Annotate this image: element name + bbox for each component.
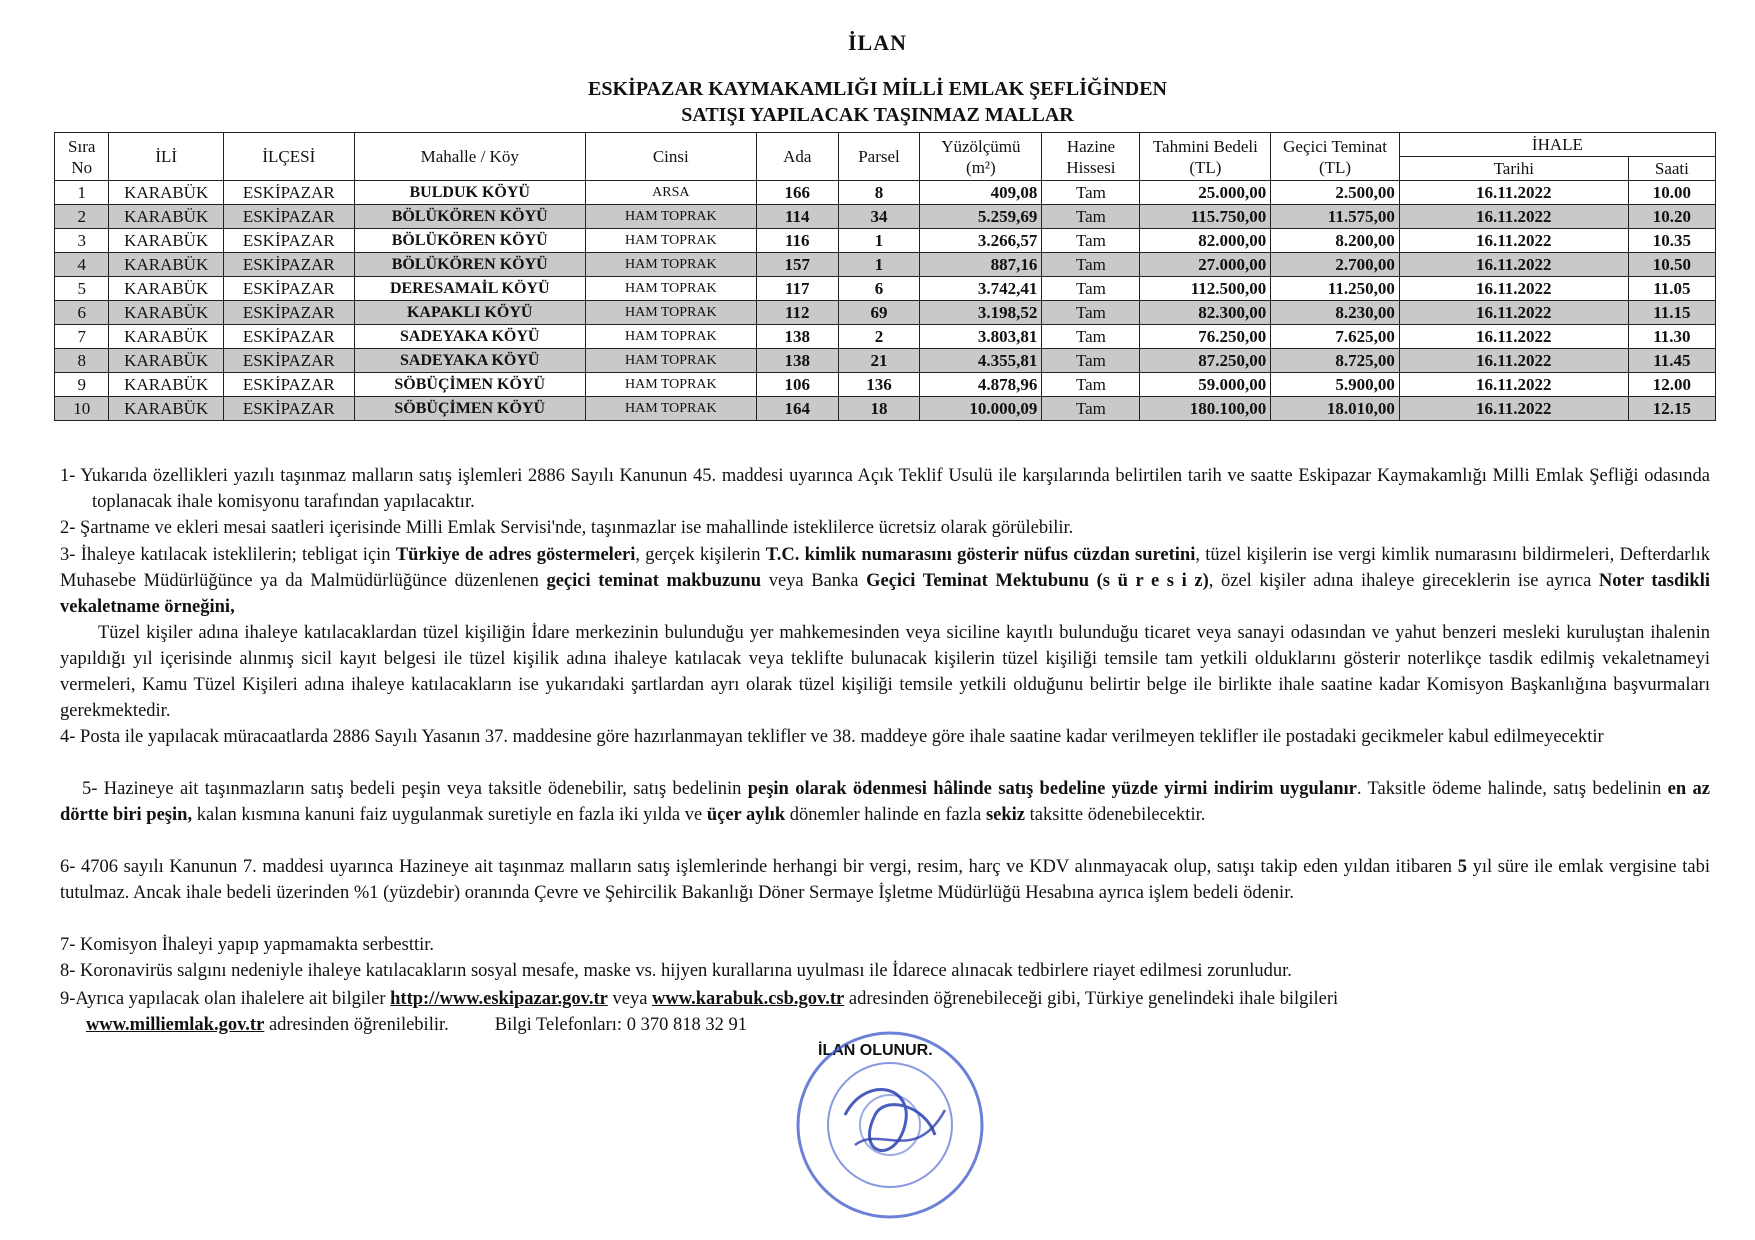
cell-yuzolcumu: 409,08 [920,181,1042,205]
official-seal-stamp [785,1015,995,1225]
cell-saati: 12.00 [1628,373,1715,397]
cell-tarihi: 16.11.2022 [1399,349,1628,373]
cell-tarihi: 16.11.2022 [1399,253,1628,277]
cell-gecici: 8.725,00 [1271,349,1400,373]
col-parsel: Parsel [838,133,920,181]
cell-tarihi: 16.11.2022 [1399,229,1628,253]
cell-cinsi: HAM TOPRAK [585,301,756,325]
table-row [55,181,1716,205]
cell-parsel: 1 [838,229,920,253]
clause-9-text: 9-Ayrıca yapılacak olan ihalelere ait bilgiler [60,989,391,1009]
clause-2: 2- Şartname ve ekleri mesai saatleri içerisinde Milli Emlak Servisi'nde, taşınmazlar ise mahallinde isteklilerce ücretsiz olarak görülebilir. [60,518,1074,538]
cell-mahalle: BÖLÜKÖREN KÖYÜ [354,253,585,277]
clause-5-text: dönemler halinde en fazla [785,805,986,825]
col-ilcesi: İLÇESİ [223,133,354,181]
clause-3-text: veya Banka [761,571,867,591]
cell-tarihi: 16.11.2022 [1399,301,1628,325]
cell-sira: 3 [55,229,109,253]
clause-3-text: 3- İhaleye katılacak isteklilerin; tebligat için [60,545,396,565]
cell-cinsi: HAM TOPRAK [585,253,756,277]
table-row [55,349,1716,373]
clause-6-text: 6- 4706 sayılı Kanunun 7. maddesi uyarınca Hazineye ait taşınmaz malların satış işlemlerinde herhangi bir vergi, resim, harç ve KDV alınmayacak olup, satışı takip eden yıldan itibaren [60,857,1458,877]
milliemlak-link[interactable]: www.milliemlak.gov.tr [86,1015,265,1035]
col-ada: Ada [756,133,838,181]
cell-ilcesi: ESKİPAZAR [223,373,354,397]
cell-tahmini: 112.500,00 [1140,277,1271,301]
cell-hazine: Tam [1042,205,1140,229]
cell-tarihi: 16.11.2022 [1399,277,1628,301]
cell-tarihi: 16.11.2022 [1399,181,1628,205]
cell-yuzolcumu: 5.259,69 [920,205,1042,229]
col-cinsi: Cinsi [585,133,756,181]
cell-hazine: Tam [1042,229,1140,253]
issuer-heading: ESKİPAZAR KAYMAKAMLIĞI MİLLİ EMLAK ŞEFLİĞİNDEN [588,78,1167,100]
clause-5-bold: peşin olarak ödenmesi hâlinde satış bedeline yüzde yirmi indirim uygulanır [747,779,1357,799]
clause-3-bold: geçici teminat makbuzunu [546,571,762,591]
cell-cinsi: HAM TOPRAK [585,229,756,253]
eskipazar-link[interactable]: http://www.eskipazar.gov.tr [390,989,608,1009]
cell-tarihi: 16.11.2022 [1399,205,1628,229]
cell-tahmini: 82.300,00 [1140,301,1271,325]
cell-yuzolcumu: 3.742,41 [920,277,1042,301]
cell-ili: KARABÜK [109,205,223,229]
cell-tarihi: 16.11.2022 [1399,373,1628,397]
cell-mahalle: BULDUK KÖYÜ [354,181,585,205]
cell-tahmini: 76.250,00 [1140,325,1271,349]
cell-hazine: Tam [1042,373,1140,397]
col-tarihi: Tarihi [1399,157,1628,181]
cell-ili: KARABÜK [109,397,223,421]
cell-saati: 11.30 [1628,325,1715,349]
cell-ili: KARABÜK [109,229,223,253]
cell-gecici: 11.250,00 [1271,277,1400,301]
clause-9 [60,986,1710,1012]
table-row [55,253,1716,277]
cell-tarihi: 16.11.2022 [1399,397,1628,421]
clause-8: 8- Koronavirüs salgını nedeniyle ihaleye katılacakların sosyal mesafe, maske vs. hijyen kurallarına uyulması ile İdarece alınacak tedbirlere riayet edilmesi zorunludur. [60,961,1292,981]
clause-6 [60,854,1710,906]
cell-hazine: Tam [1042,301,1140,325]
cell-ada: 138 [756,349,838,373]
table-row [55,397,1716,421]
cell-ada: 112 [756,301,838,325]
cell-sira: 6 [55,301,109,325]
table-row [55,229,1716,253]
cell-parsel: 34 [838,205,920,229]
cell-ilcesi: ESKİPAZAR [223,205,354,229]
cell-cinsi: HAM TOPRAK [585,373,756,397]
cell-sira: 8 [55,349,109,373]
cell-tahmini: 82.000,00 [1140,229,1271,253]
cell-ili: KARABÜK [109,373,223,397]
cell-tarihi: 16.11.2022 [1399,325,1628,349]
cell-ada: 166 [756,181,838,205]
cell-sira: 9 [55,373,109,397]
clause-5-bold: en az dörtte biri peşin, [60,779,1710,825]
clause-3-bold: T.C. kimlik numarasını gösterir nüfus cüzdan suretini [765,545,1196,565]
property-table [54,132,1716,421]
cell-yuzolcumu: 3.803,81 [920,325,1042,349]
cell-hazine: Tam [1042,253,1140,277]
clause-3-bold: Türkiye de adres göstermeleri [395,545,636,565]
clause-5-text: . Taksitle ödeme halinde, satış bedelinin [1356,779,1668,799]
table-row [55,205,1716,229]
clause-5-bold: sekiz [985,805,1026,825]
clause-6-bold: 5 [1457,857,1467,877]
cell-gecici: 2.700,00 [1271,253,1400,277]
clause-9-text: adresinden öğrenebileceği gibi, Türkiye genelindeki ihale bilgileri [844,989,1339,1009]
cell-tahmini: 115.750,00 [1140,205,1271,229]
col-ili: İLİ [109,133,223,181]
cell-sira: 5 [55,277,109,301]
clause-5-text: taksitte ödenebilecektir. [1025,805,1206,825]
cell-hazine: Tam [1042,325,1140,349]
cell-yuzolcumu: 10.000,09 [920,397,1042,421]
cell-gecici: 11.575,00 [1271,205,1400,229]
cell-ada: 138 [756,325,838,349]
clause-3-text: , özel kişiler adına ihaleye gireceklerin ise ayrıca [1208,571,1599,591]
cell-ili: KARABÜK [109,325,223,349]
cell-mahalle: KAPAKLI KÖYÜ [354,301,585,325]
col-saati: Saati [1628,157,1715,181]
cell-ili: KARABÜK [109,181,223,205]
cell-cinsi: HAM TOPRAK [585,349,756,373]
table-heading: SATIŞI YAPILACAK TAŞINMAZ MALLAR [681,104,1074,126]
col-mahalle: Mahalle / Köy [354,133,585,181]
cell-sira: 10 [55,397,109,421]
clause-3-legal-entities: Tüzel kişiler adına ihaleye katılacaklardan tüzel kişiliğin İdare merkezinin bulunduğu yer mahkemesinden veya siciline kayıtlı bulunduğu ticaret veya sanayi odasından ve yahut benzeri mesleki kuruluştan ihalenin yapıldığı yıl içerisinde alınmış sicil kayıt belgesi ile tüzel kişilik adına ihaleye katılacak veya teklifte bulunacak kişilerin tüzel kişiliği temsile tam yetkili olduklarını gösterir noterlikçe tasdik edilmiş vekaletnameyi vermeleri, Kamu Tüzel Kişileri adına ihaleye katılacakların ise yukarıdaki şartlardan ayrı olarak tüzel kişiliği temsile yetkili olduğunu belirtir belge ile birlikte ihale saatine kadar Komisyon Başkanlığına başvurmaları gerekmektedir. [60,623,1710,721]
cell-mahalle: SADEYAKA KÖYÜ [354,325,585,349]
cell-ili: KARABÜK [109,277,223,301]
clause-1: 1- Yukarıda özellikleri yazılı taşınmaz malların satış işlemleri 2886 Sayılı Kanunun 45. maddesi uyarınca Açık Teklif Usulü ile karşılarında belirtilen tarih ve saatte Eskipazar Kaymakamlığı Milli Emlak Şefliği odasında toplanacak ihale komisyonu tarafından yapılacaktır. [60,466,1710,512]
cell-ada: 116 [756,229,838,253]
cell-gecici: 18.010,00 [1271,397,1400,421]
cell-gecici: 5.900,00 [1271,373,1400,397]
cell-parsel: 18 [838,397,920,421]
cell-ilcesi: ESKİPAZAR [223,349,354,373]
cell-mahalle: SÖBÜÇİMEN KÖYÜ [354,397,585,421]
cell-parsel: 136 [838,373,920,397]
table-row [55,325,1716,349]
cell-yuzolcumu: 4.878,96 [920,373,1042,397]
clause-3-text: , gerçek kişilerin [635,545,766,565]
cell-mahalle: DERESAMAİL KÖYÜ [354,277,585,301]
cell-saati: 10.00 [1628,181,1715,205]
cell-parsel: 8 [838,181,920,205]
col-yuzolcumu: Yüzölçümü (m²) [920,133,1042,181]
clause-5-text: kalan kısmına kanuni faiz uygulanmak suretiyle en fazla iki yılda ve [192,805,707,825]
clause-5-text: 5- Hazineye ait taşınmazların satış bedeli peşin veya taksitle ödenebilir, satış bedelinin [82,779,748,799]
col-sira: Sıra No [55,133,109,181]
cell-cinsi: HAM TOPRAK [585,205,756,229]
cell-sira: 1 [55,181,109,205]
cell-tahmini: 27.000,00 [1140,253,1271,277]
closing-text: İLAN OLUNUR. [818,1042,933,1059]
cell-cinsi: HAM TOPRAK [585,325,756,349]
cell-sira: 2 [55,205,109,229]
cell-cinsi: HAM TOPRAK [585,397,756,421]
cell-yuzolcumu: 3.198,52 [920,301,1042,325]
cell-tahmini: 59.000,00 [1140,373,1271,397]
clause-6-text: yıl süre ile emlak vergisine tabi tutulmaz. Ancak ihale bedeli üzerinden %1 (yüzdebir) oranında Çevre ve Şehircilik Bakanlığı Döner Sermaye İşletme Müdürlüğü Hesabına ayrıca işlem bedeli ödenir. [60,857,1710,903]
cell-ilcesi: ESKİPAZAR [223,229,354,253]
cell-yuzolcumu: 887,16 [920,253,1042,277]
cell-saati: 11.45 [1628,349,1715,373]
cell-ilcesi: ESKİPAZAR [223,301,354,325]
cell-ilcesi: ESKİPAZAR [223,253,354,277]
cell-saati: 12.15 [1628,397,1715,421]
cell-ada: 117 [756,277,838,301]
cell-ilcesi: ESKİPAZAR [223,397,354,421]
cell-parsel: 1 [838,253,920,277]
cell-parsel: 21 [838,349,920,373]
cell-mahalle: SADEYAKA KÖYÜ [354,349,585,373]
col-tahmini: Tahmini Bedeli (TL) [1140,133,1271,181]
clause-3 [60,542,1710,620]
cell-ilcesi: ESKİPAZAR [223,325,354,349]
cell-cinsi: HAM TOPRAK [585,277,756,301]
clause-3-text: , tüzel kişilerin ise vergi kimlik numarasını bildirmeleri, Defterdarlık Muhasebe Müdürlüğünce ya da Malmüdürlüğünce düzenlenen [60,545,1710,591]
cell-ada: 106 [756,373,838,397]
cell-ada: 164 [756,397,838,421]
cell-gecici: 8.230,00 [1271,301,1400,325]
clause-9-text: adresinden öğrenilebilir. [264,1015,449,1035]
cell-hazine: Tam [1042,277,1140,301]
clause-3-bold: Geçici Teminat Mektubunu (s ü r e s i z) [866,571,1209,591]
cell-saati: 10.35 [1628,229,1715,253]
cell-mahalle: SÖBÜÇİMEN KÖYÜ [354,373,585,397]
karabuk-csb-link[interactable]: www.karabuk.csb.gov.tr [652,989,845,1009]
cell-gecici: 8.200,00 [1271,229,1400,253]
clause-9-text: veya [607,989,653,1009]
clause-3-bold: Noter tasdikli vekaletname örneğini, [60,571,1710,617]
clause-5 [60,776,1710,828]
cell-sira: 7 [55,325,109,349]
cell-yuzolcumu: 4.355,81 [920,349,1042,373]
clause-5-bold: üçer aylık [706,805,786,825]
table-row [55,373,1716,397]
cell-yuzolcumu: 3.266,57 [920,229,1042,253]
cell-ilcesi: ESKİPAZAR [223,181,354,205]
cell-hazine: Tam [1042,181,1140,205]
cell-hazine: Tam [1042,349,1140,373]
cell-tahmini: 25.000,00 [1140,181,1271,205]
cell-saati: 10.20 [1628,205,1715,229]
cell-cinsi: ARSA [585,181,756,205]
cell-parsel: 2 [838,325,920,349]
table-row [55,301,1716,325]
cell-tahmini: 180.100,00 [1140,397,1271,421]
cell-mahalle: BÖLÜKÖREN KÖYÜ [354,229,585,253]
cell-tahmini: 87.250,00 [1140,349,1271,373]
cell-ili: KARABÜK [109,301,223,325]
notice-title: İLAN [847,30,907,55]
table-row [55,277,1716,301]
col-ihale: İHALE [1399,133,1715,157]
cell-sira: 4 [55,253,109,277]
col-gecici: Geçici Teminat (TL) [1271,133,1400,181]
cell-saati: 11.05 [1628,277,1715,301]
phone-numbers: Bilgi Telefonları: 0 370 818 32 91 [494,1015,747,1035]
cell-ilcesi: ESKİPAZAR [223,277,354,301]
cell-gecici: 7.625,00 [1271,325,1400,349]
cell-parsel: 6 [838,277,920,301]
cell-saati: 11.15 [1628,301,1715,325]
cell-hazine: Tam [1042,397,1140,421]
clause-4: 4- Posta ile yapılacak müracaatlarda 2886 Sayılı Yasanın 37. maddesine göre hazırlanmayan teklifler ve 38. maddeye göre ihale saatine kadar verilmeyen teklifler ile postadaki gecikmeler kabul edilmeyecektir [60,727,1604,747]
clause-7: 7- Komisyon İhaleyi yapıp yapmamakta serbesttir. [60,935,435,955]
cell-ili: KARABÜK [109,349,223,373]
cell-mahalle: BÖLÜKÖREN KÖYÜ [354,205,585,229]
cell-ada: 114 [756,205,838,229]
col-hazine: Hazine Hissesi [1042,133,1140,181]
cell-ada: 157 [756,253,838,277]
cell-ili: KARABÜK [109,253,223,277]
cell-saati: 10.50 [1628,253,1715,277]
cell-parsel: 69 [838,301,920,325]
cell-gecici: 2.500,00 [1271,181,1400,205]
